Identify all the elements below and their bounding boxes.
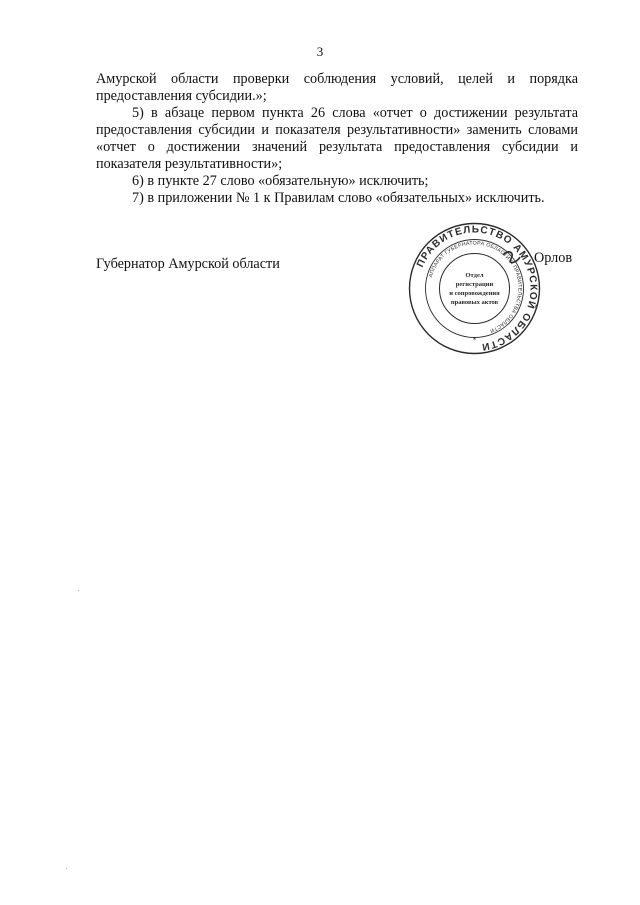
seal-center-line-1: Отдел bbox=[465, 272, 484, 279]
page-number: 3 bbox=[316, 44, 324, 59]
scan-speck bbox=[78, 590, 79, 591]
paragraph-continuation: Амурской области проверки соблюдения условий, целей и порядка предоставления субсидии.»; bbox=[96, 71, 578, 104]
seal-center-line-4: правовых актов bbox=[450, 299, 499, 306]
seal-center-line-3: и сопровождения bbox=[449, 290, 500, 297]
paragraph-item-7: 7) в приложении № 1 к Правилам слово «обязательных» исключить. bbox=[132, 190, 545, 206]
seal-inner-text: АППАРАТ ГУБЕРНАТОРА ОБЛАСТИ И ПРАВИТЕЛЬСТВА ОБЛАСТИ bbox=[428, 240, 523, 334]
scan-speck bbox=[66, 868, 67, 869]
signatory-name: Орлов bbox=[534, 250, 573, 266]
official-seal bbox=[407, 221, 542, 356]
document-body bbox=[96, 71, 578, 207]
paragraph-item-5: 5) в абзаце первом пункта 26 слова «отчет о достижении результата предоставления субсидии и показателя результативности» заменить словами «отчет о достижении значений результата предоставления субсидии и показателя результативности»; bbox=[96, 105, 578, 172]
signatory-title: Губернатор Амурской области bbox=[96, 256, 280, 272]
svg-text:*: * bbox=[472, 336, 477, 344]
seal-stamp-icon bbox=[407, 221, 542, 356]
seal-outer-text: ПРАВИТЕЛЬСТВО АМУРСКОЙ ОБЛАСТИ bbox=[415, 224, 539, 353]
paragraph-item-6: 6) в пункте 27 слово «обязательную» исключить; bbox=[132, 173, 429, 189]
seal-center-line-2: регистрации bbox=[455, 281, 494, 288]
